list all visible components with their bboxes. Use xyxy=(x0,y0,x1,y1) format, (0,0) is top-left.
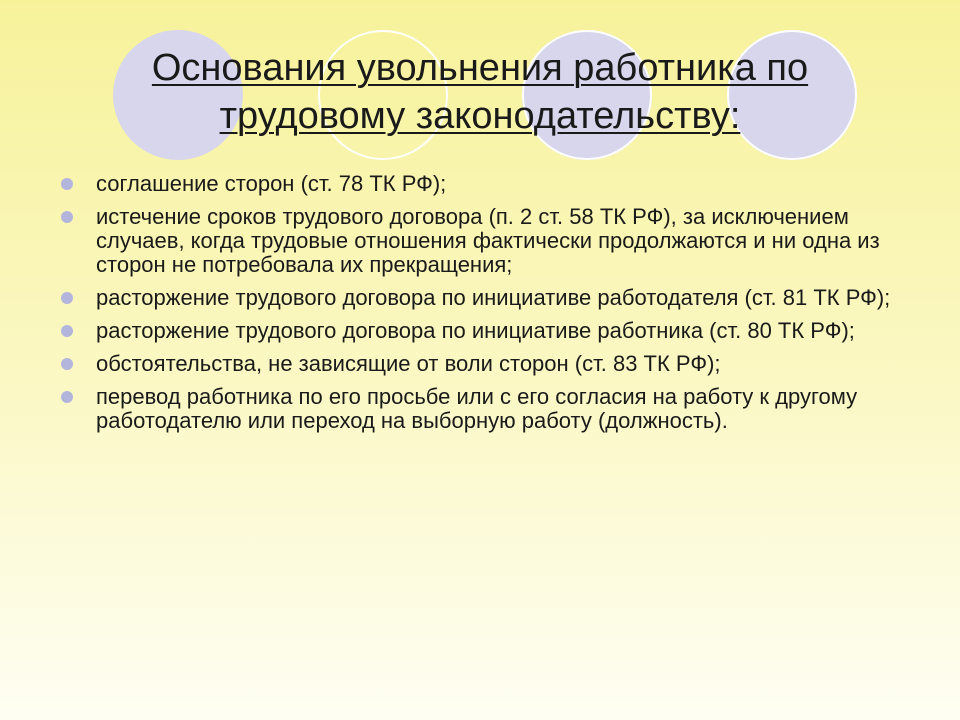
bullet-dot-icon xyxy=(61,325,73,337)
list-item xyxy=(60,286,910,310)
list-item-text: истечение сроков трудового договора (п. 2 ст. 58 ТК РФ), за исключением случаев, когда трудовые отношения фактически продолжаются и ни одна из сторон не потребовала их прекращения; xyxy=(96,204,880,277)
bullet-dot-icon xyxy=(61,391,73,403)
bullet-dot-icon xyxy=(61,292,73,304)
bullet-list xyxy=(60,172,910,442)
list-item-text: соглашение сторон (ст. 78 ТК РФ); xyxy=(96,171,447,196)
list-item xyxy=(60,385,910,433)
slide-title: Основания увольнения работника по трудовому законодательству: xyxy=(151,47,809,137)
bullet-dot-icon xyxy=(61,178,73,190)
list-item-text: обстоятельства, не зависящие от воли сторон (ст. 83 ТК РФ); xyxy=(96,351,721,376)
list-item xyxy=(60,319,910,343)
list-item xyxy=(60,205,910,277)
list-item-text: расторжение трудового договора по инициативе работодателя (ст. 81 ТК РФ); xyxy=(96,285,891,310)
list-item-text: расторжение трудового договора по инициативе работника (ст. 80 ТК РФ); xyxy=(96,318,855,343)
list-item xyxy=(60,352,910,376)
bullet-dot-icon xyxy=(61,211,73,223)
list-item-text: перевод работника по его просьбе или с его согласия на работу к другому работодателю или переход на выборную работу (должность). xyxy=(96,384,858,433)
list-item xyxy=(60,172,910,196)
bullet-dot-icon xyxy=(61,358,73,370)
